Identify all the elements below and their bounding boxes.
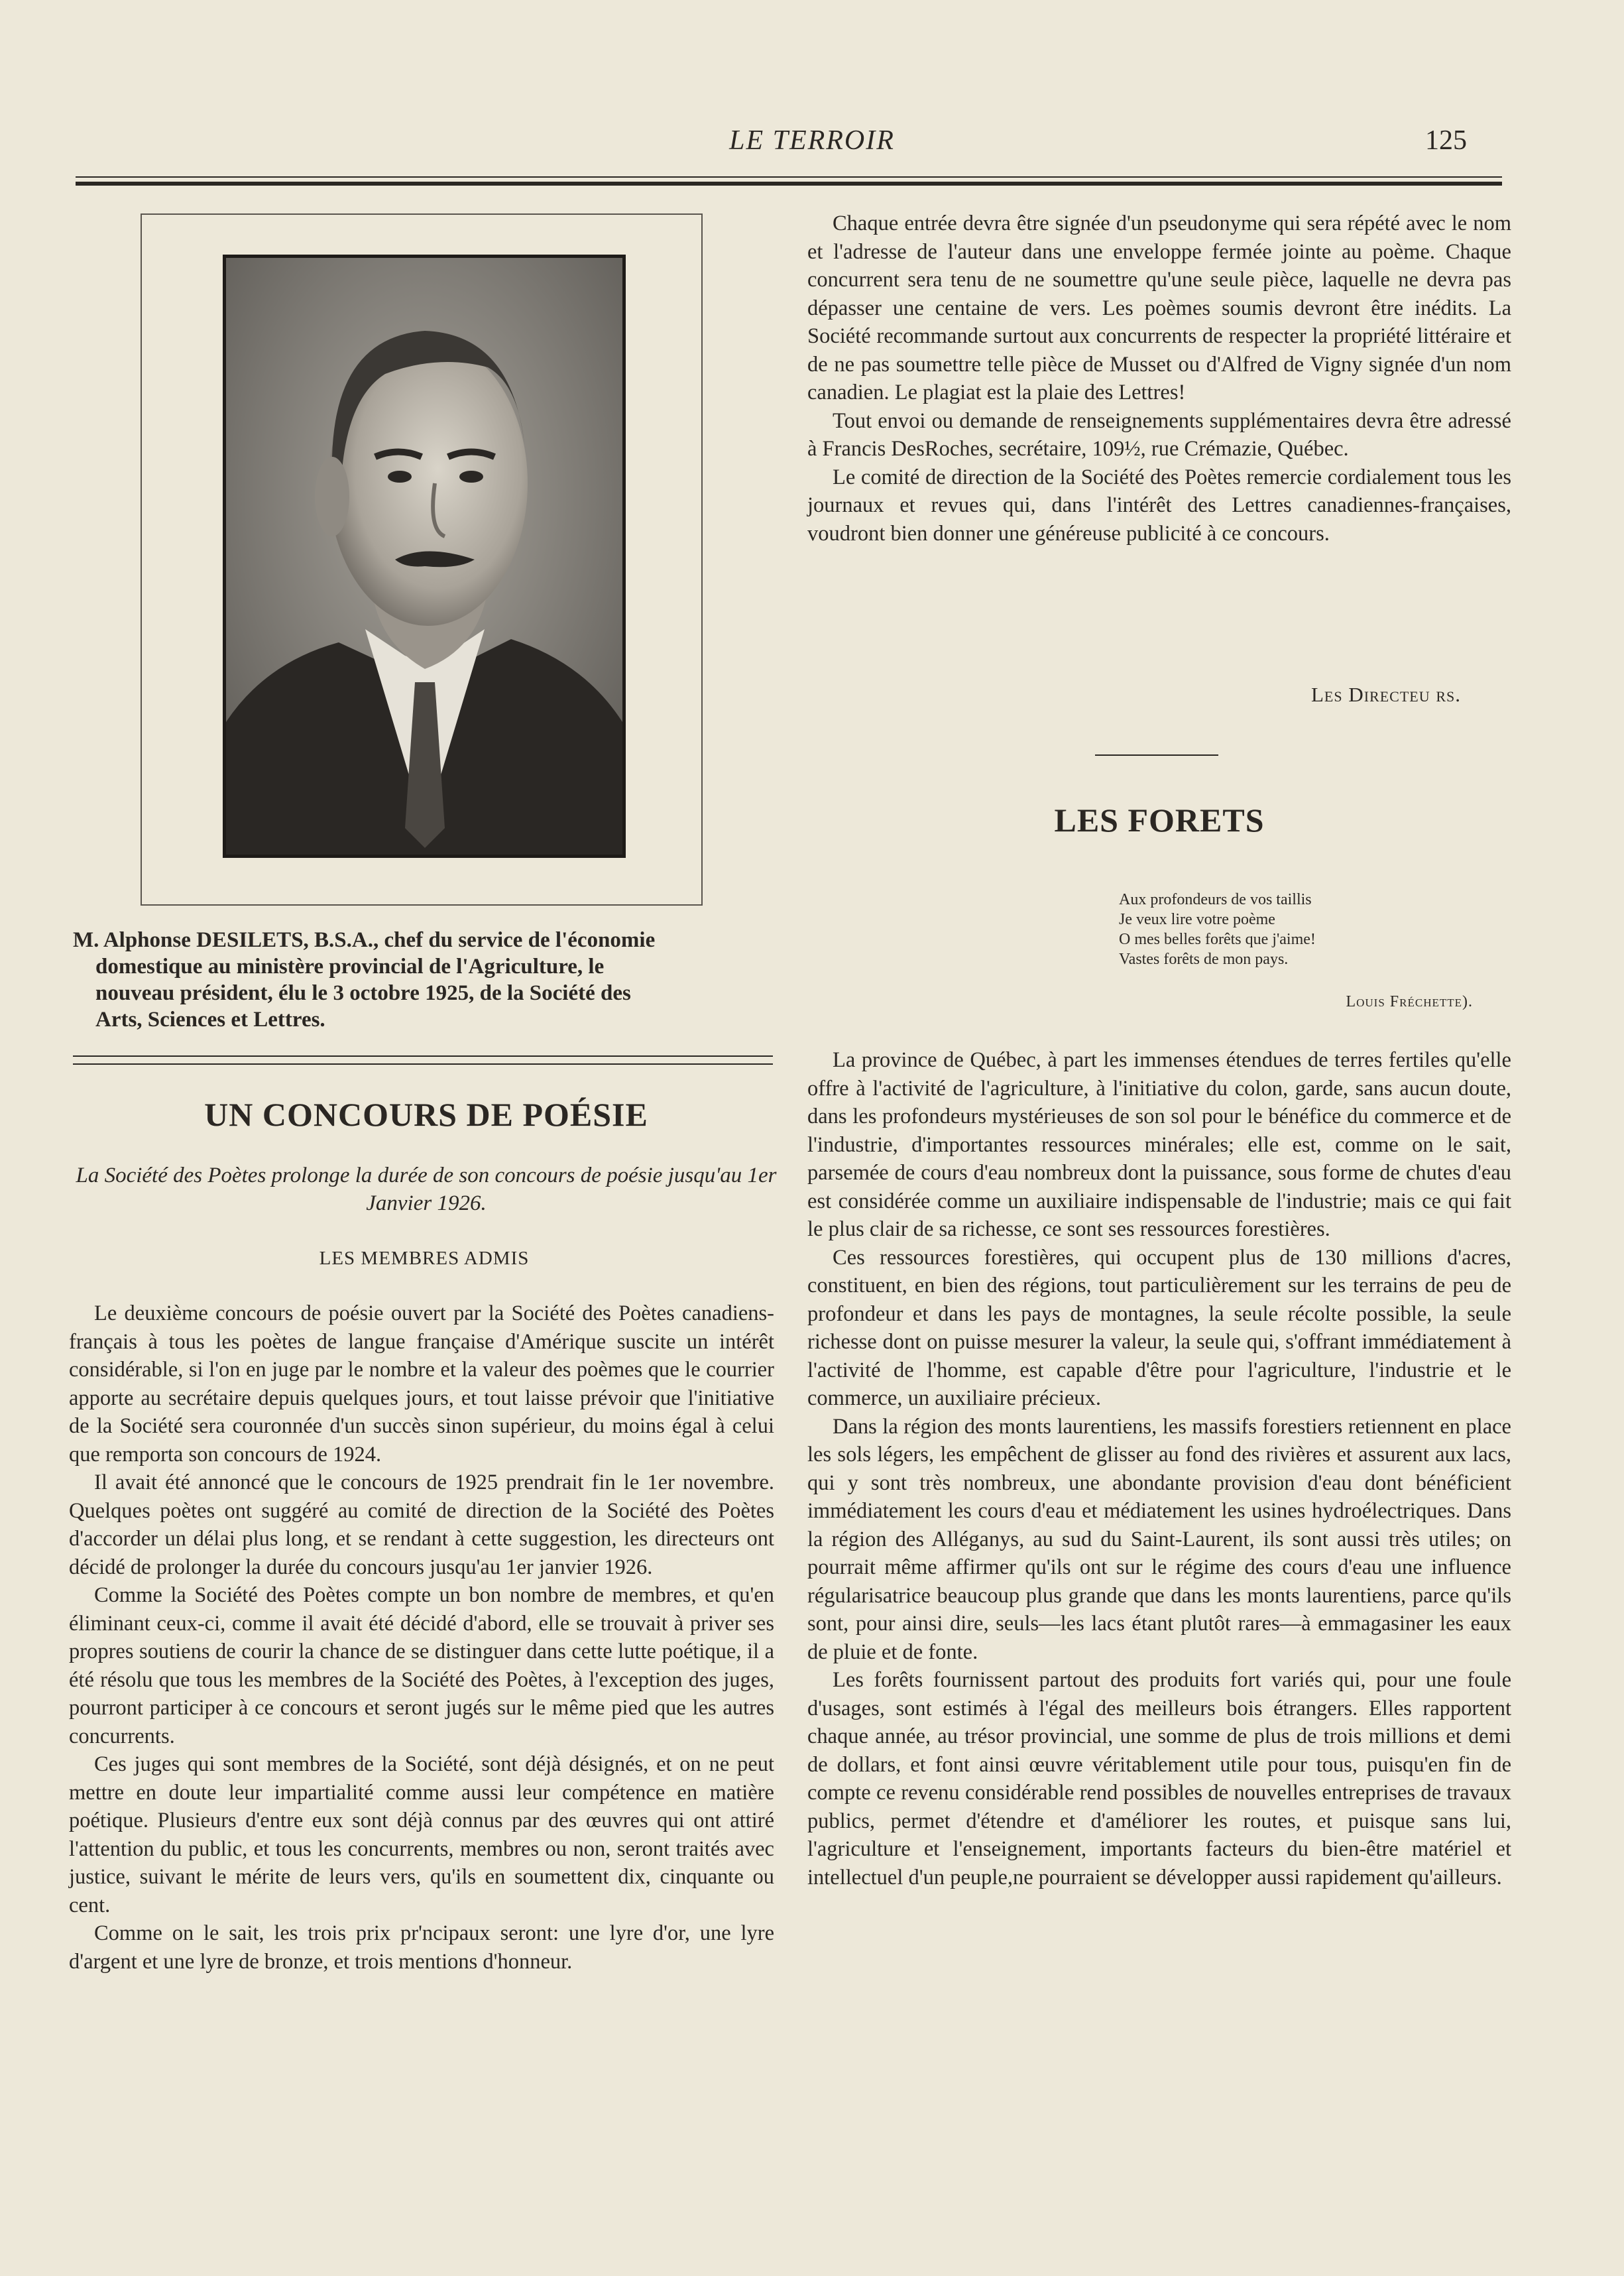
concours-subtitle: La Société des Poètes prolonge la durée de son concours de poésie jusqu'au 1er Janvier 1926. xyxy=(76,1164,777,1215)
caption-line-4: Arts, Sciences et Lettres. xyxy=(95,1008,325,1032)
concours-continuation xyxy=(807,210,1511,548)
poem-line: Aux profondeurs de vos taillis xyxy=(1119,891,1312,908)
forets-paragraph: Les forêts fournissent partout des produits fort variés qui, pour une foule d'usages, sont estimés à l'égal des meilleurs bois étrangers. Elles rapportent chaque année, au trésor provincial, une somme de plus de trois millions et demi de dollars, et font ainsi œuvre véritablement utile pour tous, puisqu'en fin de compte ce revenu considérable rend possibles de nouvelles entreprises de travaux publics, permet d'étendre et d'améliorer les routes, et puisque sans lui, l'agriculture et l'enseignement, importants facteurs du bien-être matériel et intellectuel d'un peuple,ne pourraient se développer aussi rapidement qu'ailleurs. xyxy=(807,1668,1511,1889)
caption-line-3: nouveau président, élu le 3 octobre 1925, de la Société des xyxy=(95,981,631,1005)
concours-paragraph: Il avait été annoncé que le concours de 1925 prendrait fin le 1er novembre. Quelques poètes ont suggéré au comité de direction de la Société des Poètes d'accorder un délai plus long, et se rendant à cette suggestion, les directeurs ont décidé de prolonger la durée du concours jusqu'au 1er janvier 1926. xyxy=(69,1470,774,1579)
concours-paragraph: Comme on le sait, les trois prix pr'ncipaux seront: une lyre d'or, une lyre d'argent et une lyre de bronze, et trois mentions d'honneur. xyxy=(69,1921,774,1974)
forets-paragraph: Ces ressources forestières, qui occupent plus de 130 millions d'acres, constituent, en bien des régions, tout particulièrement sur les terrains de peu de profondeur et dans les pays de montagnes, la seule récolte possible, la seule richesse dont on puisse mesurer la valeur, la seule qui, s'offrant immédiatement à l'activité de l'homme, est capable d'être pour l'agriculture, l'industrie et le commerce, un auxiliaire précieux. xyxy=(807,1245,1511,1410)
membres-admis-subheading: LES MEMBRES ADMIS xyxy=(319,1248,530,1269)
poem-line: Je veux lire votre poème xyxy=(1119,911,1275,928)
section-divider xyxy=(1095,754,1218,756)
concours-paragraph: Comme la Société des Poètes compte un bon nombre de membres, et qu'en éliminant ceux-ci, comme il avait été décidé d'abord, elle se trouvait à priver ses propres soutiens de courir la chance de se distinguer dans cette lutte poétique, il a été résolu que tous les membres de la Société des Poètes, à l'exception des juges, pourront participer à ce concours et seront jugés sur le même pied que les autres concurrents. xyxy=(69,1583,774,1748)
poem-line: O mes belles forêts que j'aime! xyxy=(1119,931,1316,948)
section-rule-bottom xyxy=(73,1063,773,1065)
concours-heading: UN CONCOURS DE POÉSIE xyxy=(204,1096,648,1133)
header-rule-top xyxy=(76,176,1502,178)
concours-paragraph: Le deuxième concours de poésie ouvert par la Société des Poètes canadiens-français à tous les poètes de langue française d'Amérique suscite un intérêt considérable, si l'on en juge par le nombre et la valeur des poèmes que le courrier apporte au secrétaire depuis quelques jours, et tout laisse prévoir que l'initiative de la Société sera couronnée d'un succès sinon supérieur, du moins égal à celui que remporta son concours de 1924. xyxy=(69,1301,774,1467)
portrait-image xyxy=(226,258,622,855)
header-rule-bottom xyxy=(76,182,1502,186)
forets-paragraph: Dans la région des monts laurentiens, les massifs forestiers retiennent en place les sols légers, les empêchent de glisser au fond des rivières et assurent aux lacs, qui y sont très nombreux, une abondante provision d'eau dont bénéficient immédiatement les cours d'eau et médiatement les usines hydroélectriques. Dans la région des Alléganys, au sud du Saint-Laurent, ils sont aussi très utiles; on pourrait même affirmer qu'ils ont sur le régime des cours d'eau une influence régularisatrice beaucoup plus grande que dans les monts laurentiens, parce qu'ils sont, pour ainsi dire, seuls—les lacs étant plutôt rares—à emmagasiner les eaux de pluie et de fonte. xyxy=(807,1414,1511,1664)
epigraph-poem xyxy=(1119,890,1316,969)
concours-body xyxy=(69,1299,774,1976)
forets-body xyxy=(807,1046,1511,1891)
concours-paragraph: Ces juges qui sont membres de la Société, sont déjà désignés, et on ne peut mettre en doute leur impartialité comme aussi leur compétence en matière poétique. Plusieurs d'entre eux sont déjà connus par des œuvres qui ont attiré l'attention du public, et tous les concurrents, membres ou non, seront traités avec justice, suivant le mérite de leurs vers, qu'ils en soumettent dix, cinquante ou cent. xyxy=(69,1752,774,1917)
concours-paragraph: Chaque entrée devra être signée d'un pseudonyme qui sera répété avec le nom et l'adresse de l'auteur dans une enveloppe fermée jointe au poème. Chaque concurrent sera tenu de ne soumettre qu'une seule pièce, laquelle ne devra pas dépasser une centaine de vers. Les poèmes soumis devront être inédits. La Société recommande surtout aux concurrents de respecter la propriété littéraire et de ne pas soumettre telle pièce de Musset ou d'Alfred de Vigny signée d'un nom canadien. Le plagiat est la plaie des Lettres! xyxy=(807,211,1511,404)
caption-line-2: domestique au ministère provincial de l'Agriculture, le xyxy=(95,955,605,979)
concours-paragraph: Le comité de direction de la Société des Poètes remercie cordialement tous les journaux et revues qui, dans l'intérêt des Lettres canadiennes-françaises, voudront bien donner une généreuse publicité à ce concours. xyxy=(807,465,1511,546)
signature: Les Directeu rs. xyxy=(1310,683,1461,706)
poem-author: Louis Fréchette). xyxy=(1346,993,1473,1010)
caption-line-1: M. Alphonse DESILETS, B.S.A., chef du service de l'économie xyxy=(73,928,656,952)
running-title: LE TERROIR xyxy=(729,125,895,156)
page-number: 125 xyxy=(1425,125,1467,156)
photo-caption xyxy=(73,927,776,1033)
forets-heading: LES FORETS xyxy=(1054,802,1265,839)
section-rule-top xyxy=(73,1055,773,1057)
portrait-photo xyxy=(223,255,626,858)
forets-paragraph: La province de Québec, à part les immenses étendues de terres fertiles qu'elle offre à l'activité de l'agriculture, à l'initiative du colon, garde, sans aucun doute, dans les profondeurs mystérieuses de son sol pour le bénéfice du commerce et de l'industrie, d'importantes ressources minérales; elle est, comme on le sait, parsemée de cours d'eau nombreux dont la puissance, sous forme de chutes d'eau est considérée comme un auxiliaire indispensable de l'industrie; mais ce qui fait le plus clair de sa richesse, ce sont ses ressources forestières. xyxy=(807,1048,1511,1241)
concours-paragraph: Tout envoi ou demande de renseignements supplémentaires devra être adressé à Francis DesRoches, secrétaire, 109½, rue Crémazie, Québec. xyxy=(807,408,1511,461)
poem-line: Vastes forêts de mon pays. xyxy=(1119,951,1289,968)
